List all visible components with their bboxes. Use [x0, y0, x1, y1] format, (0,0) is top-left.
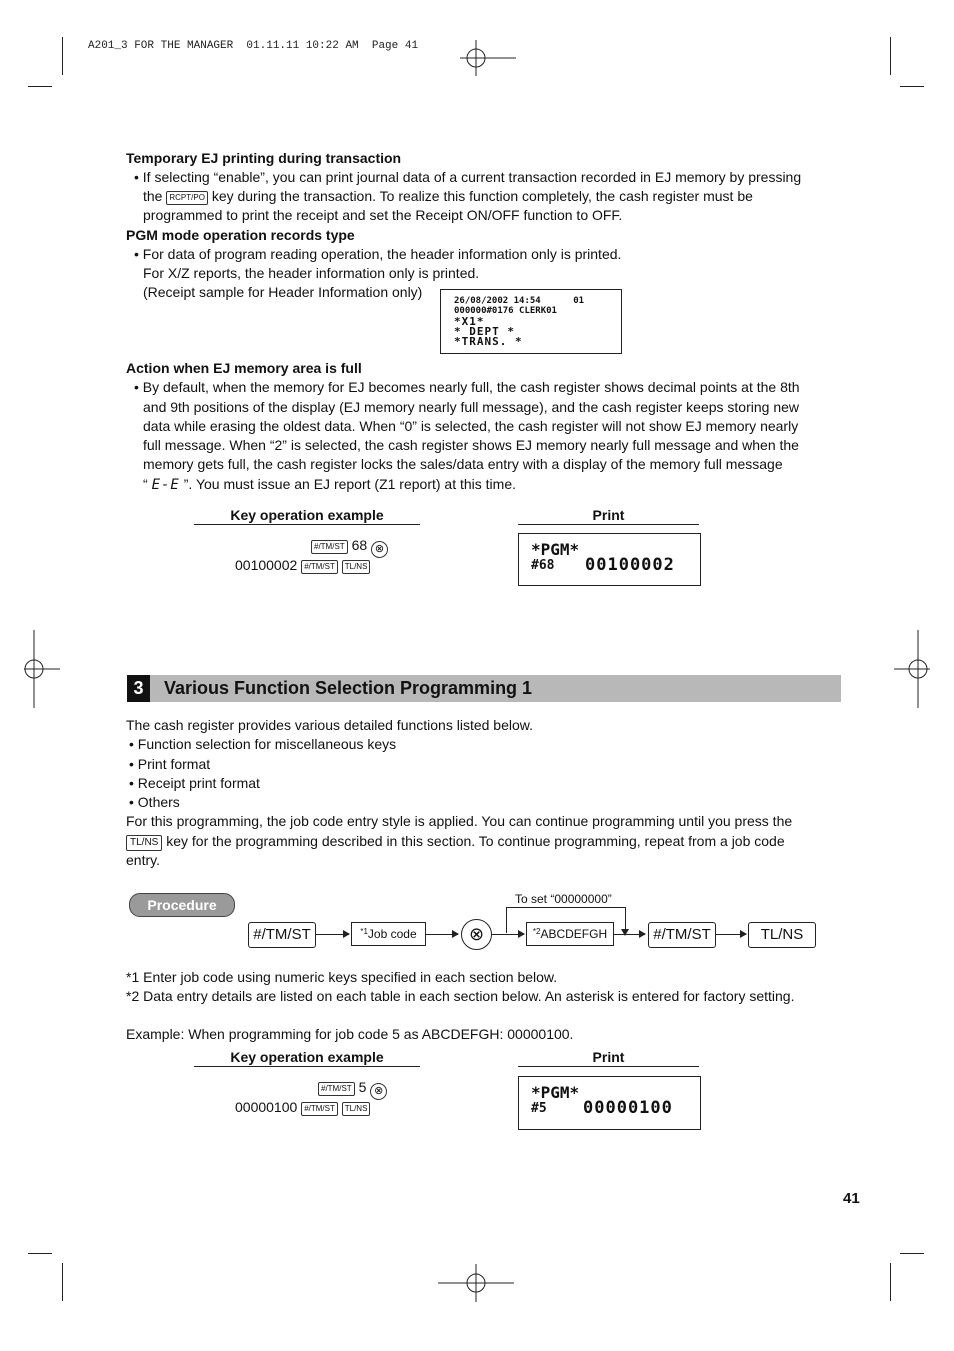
print-receipt — [518, 533, 701, 586]
crop-mark — [890, 1263, 891, 1301]
list-item: • Print format — [129, 756, 211, 772]
st-key: #/TM/ST — [311, 540, 348, 554]
ej-full-line: data while erasing the oldest data. When “0” is selected, the cash register will not show EJ memory nearly — [143, 418, 799, 434]
ej-temp-line — [143, 187, 753, 206]
footnote: *2 Data entry details are listed on each table in each section below. An asterisk is entered for factory setting. — [126, 988, 795, 1004]
section-paragraph: entry. — [126, 852, 160, 868]
page-number: 41 — [843, 1190, 860, 1207]
tl-ns-key: TL/NS — [126, 835, 162, 851]
tl-ns-key: TL/NS — [748, 922, 816, 948]
print-receipt — [518, 1076, 701, 1130]
registration-mark-top — [460, 40, 516, 76]
receipt-line: 00000100 — [583, 1098, 673, 1118]
loop-line — [625, 907, 626, 929]
text-run: ABCDEFGH — [540, 927, 608, 941]
text-run: key during the transaction. To realize this function completely, the cash register must be — [211, 188, 753, 204]
loop-line — [506, 907, 507, 933]
key-operation-heading: Key operation example — [194, 1049, 420, 1067]
st-key: #/TM/ST — [248, 922, 316, 948]
ej-temp-line: programmed to print the receipt and set the Receipt ON/OFF function to OFF. — [143, 207, 623, 223]
ej-full-heading: Action when EJ memory area is full — [126, 360, 362, 376]
st-key: #/TM/ST — [648, 922, 716, 948]
rcpt-po-key: RCPT/PO — [166, 191, 208, 205]
text-run: ”. You must issue an EJ report (Z1 report) at this time. — [183, 476, 516, 492]
footnote-ref: *1 — [360, 927, 368, 936]
header-receipt-sample — [440, 289, 622, 354]
multiply-key: ⊗ — [371, 541, 388, 558]
flow-arrow — [426, 934, 458, 935]
receipt-line: *TRANS. * — [454, 335, 523, 348]
crop-mark — [28, 86, 52, 87]
key-sequence-line — [311, 536, 388, 558]
registration-mark-right — [894, 630, 930, 708]
flow-arrow — [614, 934, 645, 935]
st-key: #/TM/ST — [318, 1082, 355, 1096]
receipt-line: 000000#0176 CLERK01 — [454, 306, 557, 316]
list-item: • Others — [129, 794, 180, 810]
tl-ns-key: TL/NS — [342, 1102, 371, 1116]
receipt-line: *PGM* — [531, 540, 580, 559]
text-run: 68 — [351, 537, 368, 553]
key-sequence-line — [235, 556, 370, 575]
text-run: “ — [143, 476, 148, 492]
receipt-line: * DEPT * — [454, 325, 515, 338]
footnote-ref: *2 — [532, 927, 541, 936]
crop-mark — [62, 1263, 63, 1301]
print-heading: Print — [518, 507, 699, 525]
ej-full-line: memory gets full, the cash register locks the sales/data entry with a display of the memory full message — [143, 456, 783, 472]
pgm-records-line: • For data of program reading operation, the header information only is printed. — [134, 246, 622, 262]
crop-mark — [900, 1253, 924, 1254]
procedure-badge: Procedure — [129, 893, 235, 917]
flow-arrow — [716, 934, 746, 935]
print-heading: Print — [518, 1049, 699, 1067]
multiply-key: ⊗ — [461, 919, 492, 950]
st-key: #/TM/ST — [301, 1102, 338, 1116]
flow-arrow — [316, 934, 349, 935]
text-run: 5 — [358, 1079, 367, 1095]
pgm-records-line: For X/Z reports, the header information only is printed. — [143, 265, 480, 281]
footnote: *1 Enter job code using numeric keys specified in each section below. — [126, 969, 558, 985]
print-header: A201_3 FOR THE MANAGER 01.11.11 10:22 AM Page 41 — [88, 40, 419, 52]
job-code-box — [351, 922, 426, 946]
key-operation-heading: Key operation example — [194, 507, 420, 525]
text-run: the — [143, 188, 163, 204]
text-run: 00000100 — [235, 1099, 298, 1115]
list-item: • Receipt print format — [129, 775, 260, 791]
loop-label: To set “00000000” — [515, 892, 612, 906]
receipt-line: 00100002 — [585, 555, 675, 575]
section-number: 3 — [127, 675, 150, 702]
memory-full-display: E-E — [151, 477, 180, 493]
text-run: 00100002 — [235, 557, 298, 573]
text-run: Job code — [367, 927, 417, 941]
crop-mark — [62, 37, 63, 75]
ej-full-line: • By default, when the memory for EJ becomes nearly full, the cash register shows decimal points at the 8th — [134, 379, 800, 395]
section-title: Various Function Selection Programming 1 — [164, 678, 533, 698]
multiply-key: ⊗ — [370, 1083, 387, 1100]
registration-mark-bottom — [438, 1264, 514, 1302]
text-run: key for the programming described in this section. To continue programming, repeat from a job code — [166, 833, 785, 849]
crop-mark — [28, 1253, 52, 1254]
pgm-records-heading: PGM mode operation records type — [126, 227, 355, 243]
crop-mark — [900, 86, 924, 87]
ej-temp-line: • If selecting “enable”, you can print journal data of a current transaction recorded in EJ memory by pressing — [134, 169, 802, 185]
ej-full-line — [143, 475, 516, 495]
key-sequence-line — [235, 1098, 370, 1117]
abcdefgh-box — [526, 922, 614, 946]
receipt-line: #68 — [531, 558, 555, 573]
receipt-line: #5 — [531, 1101, 547, 1116]
receipt-line: *PGM* — [531, 1083, 580, 1102]
registration-mark-left — [24, 630, 60, 708]
ej-full-line: and 9th positions of the display (EJ memory nearly full message), and the cash register keeps storing new — [143, 399, 799, 415]
flow-arrow — [492, 934, 524, 935]
section-intro: The cash register provides various detailed functions listed below. — [126, 717, 533, 733]
receipt-line: 26/08/2002 14:54 01 — [454, 296, 585, 306]
key-sequence-line — [318, 1078, 387, 1100]
example-intro: Example: When programming for job code 5 as ABCDEFGH: 00000100. — [126, 1026, 574, 1042]
loop-line — [506, 907, 626, 908]
receipt-line: *X1* — [454, 315, 485, 328]
pgm-records-line: (Receipt sample for Header Information only) — [143, 284, 423, 300]
st-key: #/TM/ST — [301, 560, 338, 574]
ej-full-line: full message. When “2” is selected, the cash register shows EJ memory nearly full message and when the — [143, 437, 799, 453]
section-paragraph: For this programming, the job code entry style is applied. You can continue programming until you press the — [126, 813, 793, 829]
ej-temp-heading: Temporary EJ printing during transaction — [126, 150, 402, 166]
tl-ns-key: TL/NS — [342, 560, 371, 574]
section-paragraph — [126, 832, 785, 851]
list-item: • Function selection for miscellaneous keys — [129, 736, 397, 752]
crop-mark — [890, 37, 891, 75]
